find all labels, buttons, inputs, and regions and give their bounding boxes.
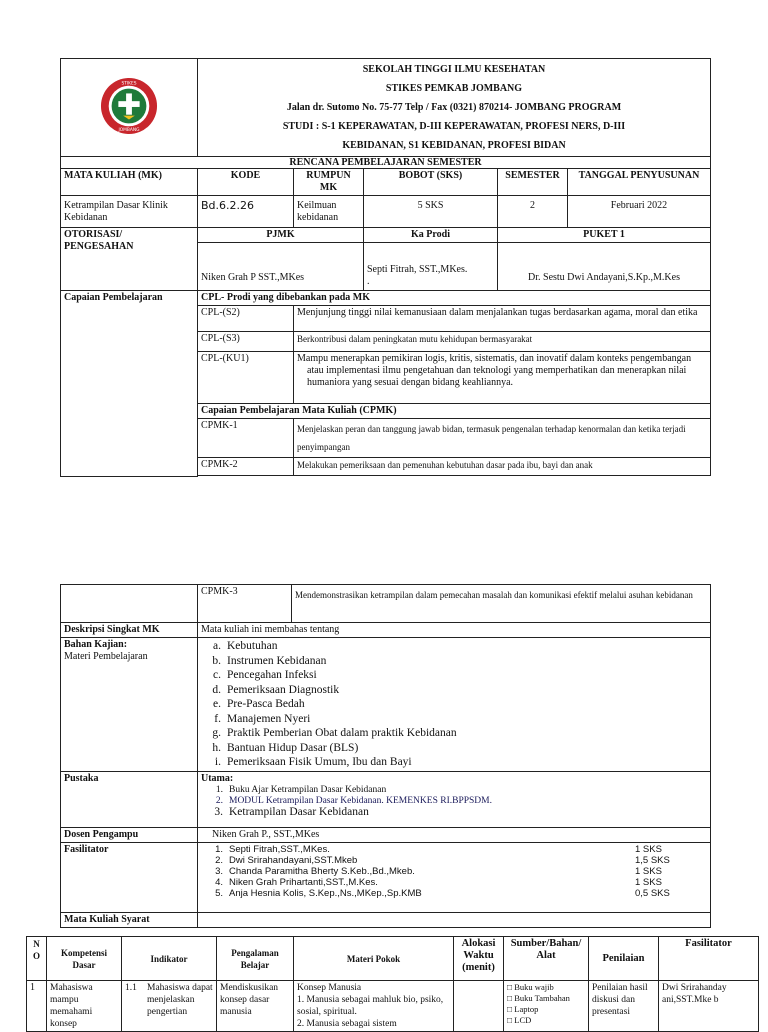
plan-header-no: N O [27, 937, 47, 981]
rps-detail-table [60, 584, 711, 928]
pustaka-marker: 1. [215, 784, 223, 795]
fasilitator-label: Fasilitator [61, 842, 198, 912]
bahan-item [201, 683, 707, 698]
indikator-number: 1.1 [125, 983, 137, 993]
mk-tanggal: Februari 2022 [568, 196, 711, 228]
kaprodi-extra: . [367, 276, 370, 287]
pustaka-item [201, 807, 707, 818]
fasilitator-marker: 4. [215, 876, 223, 888]
cpl-ku1-text: Mampu menerapkan pemikiran logis, kritis, sistematis, dan inovatif dalam konteks pengembangan atau implementasi ilmu pengetahuan dan teknologi yang memperhatikan dan menerapkan nilai humaniora yang sesuai dengan bidang keahliannya. [297, 353, 692, 388]
lesson-plan-table [26, 936, 759, 1032]
bahan-marker: e. [213, 698, 221, 710]
fasilitator-sks: 1 SKS [635, 876, 662, 888]
bahan-marker: a. [213, 640, 221, 652]
cpl-text: Menjunjung tinggi nilai kemanusiaan dalam menjalankan tugas berdasarkan agama, moral dan etika [294, 306, 711, 332]
plan-header-kompetensi: Kompetensi Dasar [47, 937, 122, 981]
fasilitator-text: Anja Hesnia Kolis, S.Kep.,Ns.,MKep.,Sp.KMB [229, 887, 422, 899]
bahan-marker: f. [214, 712, 221, 725]
col-mk-header: MATA KULIAH (MK) [61, 169, 198, 196]
svg-text:JOMBANG: JOMBANG [118, 127, 140, 133]
bahan-text: Instrumen Kebidanan [227, 654, 327, 667]
mk-rumpun: Keilmuan kebidanan [294, 196, 364, 228]
header-line: STUDI : S-1 KEPERAWATAN, D-III KEPERAWATAN, PROFESI NERS, D-III [282, 121, 626, 132]
deskripsi-text: Mata kuliah ini membahas tentang [198, 623, 711, 638]
col-kode-header: KODE [198, 169, 294, 196]
pjmk-name: Niken Grah P SST.,MKes [198, 243, 364, 291]
fasilitator-marker: 2. [215, 854, 223, 866]
plan-header-alokasi: Alokasi Waktu (menit) [454, 937, 504, 981]
bahan-text: Manajemen Nyeri [227, 712, 311, 725]
fasilitator-sks: 1 SKS [635, 865, 662, 877]
fasilitator-marker: 5. [215, 887, 223, 899]
cpl-code: CPL-(S2) [198, 306, 294, 332]
syarat-label: Mata Kuliah Syarat [61, 912, 198, 927]
pustaka-list [201, 785, 707, 818]
blank-cell [61, 585, 198, 623]
bahan-label: Bahan Kajian: [64, 639, 128, 650]
bahan-marker: h. [212, 741, 221, 754]
dosen-label: Dosen Pengampu [61, 827, 198, 842]
puket-name: Dr. Sestu Dwi Andayani,S.Kp.,M.Kes [498, 243, 711, 291]
fasilitator-sks: 1 SKS [635, 843, 662, 855]
bahan-item [201, 755, 707, 770]
rps-header-table [60, 58, 711, 477]
pustaka-cell [198, 771, 711, 827]
pustaka-marker: 2. [215, 795, 223, 806]
kaprodi-sign [364, 243, 498, 291]
bahan-text: Pemeriksaan Fisik Umum, Ibu dan Bayi [227, 756, 412, 768]
col-semester-header: SEMESTER [498, 169, 568, 196]
cpmk-text: Menjelaskan peran dan tanggung jawab bidan, termasuk pengenalan terhadap kenormalan dan ketika terjadi penyimpangan [294, 419, 711, 458]
bahan-marker: b. [212, 654, 221, 667]
plan-row-sumber: □ Buku wajib □ Buku Tambahan □ Laptop □ LCD [504, 981, 589, 1032]
fasilitator-text: Niken Grah Prihartanti,SST.,M.Kes. [229, 876, 378, 888]
mk-kode: Bd.6.2.26 [198, 196, 294, 228]
otorisasi-label: OTORISASI/ PENGESAHAN [61, 228, 198, 291]
bahan-text: Praktik Pemberian Obat dalam praktik Kebidanan [227, 727, 457, 739]
institution-header [198, 59, 711, 157]
bahan-marker: g. [212, 727, 221, 739]
col-rumpun-header: RUMPUN MK [294, 169, 364, 196]
cpl-code: CPL-(KU1) [198, 352, 294, 404]
bahan-text: Pencegahan Infeksi [227, 669, 317, 681]
cpmk-text: Melakukan pemeriksaan dan pemenuhan kebutuhan dasar pada ibu, bayi dan anak [294, 458, 711, 476]
fasilitator-marker: 1. [215, 843, 223, 855]
plan-header-penilaian: Penilaian [589, 937, 659, 981]
logo-cell [61, 59, 198, 157]
fasilitator-item [201, 855, 707, 866]
col-tanggal-header: TANGGAL PENYUSUNAN [568, 169, 711, 196]
bahan-marker: c. [213, 669, 221, 681]
bahan-text: Kebutuhan [227, 640, 278, 652]
pustaka-text: Buku Ajar Ketrampilan Dasar Kebidanan [229, 784, 387, 795]
plan-row-penilaian: Penilaian hasil diskusi dan presentasi [589, 981, 659, 1032]
header-line: Jalan dr. Sutomo No. 75-77 Telp / Fax (0321) 870214- JOMBANG PROGRAM [286, 102, 622, 113]
bahan-item [201, 668, 707, 683]
bahan-item [201, 726, 707, 741]
dosen-name: Niken Grah P., SST.,MKes [198, 827, 711, 842]
cpl-heading: CPL- Prodi yang dibebankan pada MK [198, 291, 711, 306]
plan-row-fasilitator: Dwi Srirahanday ani,SST.Mke b [659, 981, 759, 1032]
kaprodi-name: Septi Fitrah, SST.,MKes. [367, 264, 468, 275]
plan-header-fasilitator: Fasilitator [659, 937, 759, 981]
header-line: KEBIDANAN, S1 KEBIDANAN, PROFESI BIDAN [342, 140, 566, 151]
bahan-marker: i. [214, 756, 221, 768]
cpmk-text: Mendemonstrasikan ketrampilan dalam pemecahan masalah dan komunikasi efektif melalui asuhan kebidanan [292, 585, 711, 623]
plan-row-no: 1 [27, 981, 47, 1032]
cpl-text: Berkontribusi dalam peningkatan mutu kehidupan bermasyarakat [294, 332, 711, 352]
capaian-label: Capaian Pembelajaran [61, 291, 198, 477]
header-line: SEKOLAH TINGGI ILMU KESEHATAN [362, 64, 546, 75]
fasilitator-marker: 3. [215, 865, 223, 877]
fasilitator-item [201, 877, 707, 888]
pustaka-label: Pustaka [61, 771, 198, 827]
bahan-item [201, 654, 707, 669]
pustaka-utama: Utama: [201, 772, 234, 784]
plan-header-indikator: Indikator [122, 937, 217, 981]
fasilitator-cell [198, 842, 711, 912]
bahan-item [201, 712, 707, 727]
plan-header-sumber: Sumber/Bahan/ Alat [504, 937, 589, 981]
fasilitator-text: Dwi Srirahandayani,SST.Mkeb [229, 854, 358, 866]
svg-text:STIKES: STIKES [121, 81, 137, 87]
stikes-logo-icon [100, 77, 158, 135]
bahan-marker: d. [212, 683, 221, 696]
bahan-item [201, 741, 707, 756]
bahan-list [201, 639, 707, 770]
cpmk-code: CPMK-1 [198, 419, 294, 458]
bahan-item [201, 697, 707, 712]
header-line: STIKES PEMKAB JOMBANG [385, 83, 523, 94]
rps-title: RENCANA PEMBELAJARAN SEMESTER [61, 157, 711, 169]
bahan-item [201, 639, 707, 654]
fasilitator-text: Septi Fitrah,SST.,MKes. [229, 843, 330, 855]
fasilitator-item [201, 888, 707, 899]
bahan-text: Pemeriksaan Diagnostik [227, 683, 340, 696]
bahan-text: Pre-Pasca Bedah [227, 698, 305, 710]
bahan-label-cell [61, 638, 198, 772]
pustaka-item [201, 785, 707, 796]
mk-name: Ketrampilan Dasar Klinik Kebidanan [61, 196, 198, 228]
bahan-list-cell [198, 638, 711, 772]
fasilitator-sks: 1,5 SKS [635, 854, 670, 866]
cpl-code: CPL-(S3) [198, 332, 294, 352]
pustaka-marker: 3. [214, 805, 223, 818]
puket-label: PUKET 1 [498, 228, 711, 243]
materi-label: Materi Pembelajaran [64, 651, 148, 662]
fasilitator-item [201, 844, 707, 855]
fasilitator-item [201, 866, 707, 877]
indikator-text: Mahasiswa dapat menjelaskan pengertian [147, 983, 213, 1017]
fasilitator-list [201, 844, 707, 899]
plan-row-kompetensi: Mahasiswa mampu memahami konsep [47, 981, 122, 1032]
cpl-text [294, 352, 711, 404]
pustaka-text: Ketrampilan Dasar Kebidanan [229, 805, 369, 818]
syarat-value [198, 912, 711, 927]
cpmk-code: CPMK-2 [198, 458, 294, 476]
mk-bobot: 5 SKS [364, 196, 498, 228]
cpmk-code: CPMK-3 [198, 585, 292, 623]
kaprodi-label: Ka Prodi [364, 228, 498, 243]
bahan-text: Bantuan Hidup Dasar (BLS) [227, 741, 359, 754]
deskripsi-label: Deskripsi Singkat MK [61, 623, 198, 638]
pustaka-text: MODUL Ketrampilan Dasar Kebidanan. KEMENKES RI.BPPSDM. [229, 795, 492, 806]
cpmk-heading: Capaian Pembelajaran Mata Kuliah (CPMK) [198, 404, 711, 419]
plan-header-materi: Materi Pokok [294, 937, 454, 981]
col-bobot-header: BOBOT (SKS) [364, 169, 498, 196]
fasilitator-text: Chanda Paramitha Bherty S.Keb.,Bd.,Mkeb. [229, 865, 415, 877]
pjmk-label: PJMK [198, 228, 364, 243]
plan-header-pengalaman: Pengalaman Belajar [217, 937, 294, 981]
plan-row-pengalaman: Mendiskusikan konsep dasar manusia [217, 981, 294, 1032]
fasilitator-sks: 0,5 SKS [635, 887, 670, 899]
mk-semester: 2 [498, 196, 568, 228]
plan-row-materi: Konsep Manusia 1. Manusia sebagai mahluk bio, psiko, sosial, spiritual. 2. Manusia sebagai sistem [294, 981, 454, 1032]
